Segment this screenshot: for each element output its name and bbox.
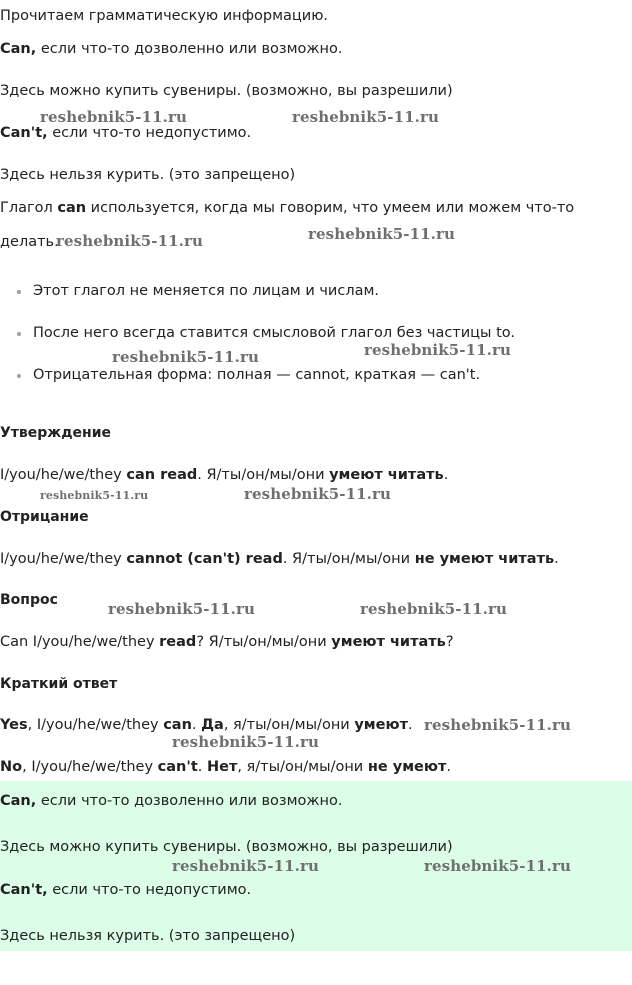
watermark: reshebnik5-11.ru <box>172 733 319 751</box>
sentence-part: I/you/he/we/they <box>0 551 127 567</box>
watermark: reshebnik5-11.ru <box>108 600 255 618</box>
verb-usage <box>0 199 574 217</box>
affirmative-example <box>0 466 448 484</box>
sentence-part: . <box>407 717 413 733</box>
example-can: Здесь можно купить сувениры. (возможно, вы разрешили) <box>0 83 453 99</box>
sentence-bold: умеют читать <box>331 634 446 650</box>
watermark: reshebnik5-11.ru <box>112 348 259 366</box>
highlight-rule-can-term: Can, <box>0 793 37 809</box>
verb-usage-term: can <box>57 200 87 216</box>
sentence-part: , я/ты/он/мы/они <box>223 717 355 733</box>
sentence-part: I/you/he/we/they <box>0 467 127 483</box>
watermark: reshebnik5-11.ru <box>424 857 571 875</box>
sentence-part: . <box>197 759 207 775</box>
sentence-part: ? Я/ты/он/мы/они <box>196 634 332 650</box>
sentence-bold: No <box>0 759 23 775</box>
sentence-bold: read <box>159 634 197 650</box>
sentence-bold: can't <box>157 759 198 775</box>
sentence-part: . Я/ты/он/мы/они <box>282 551 415 567</box>
sentence-part: , I/you/he/we/they <box>22 759 158 775</box>
rule-cant-term: Can't, <box>0 125 48 141</box>
question-heading: Вопрос <box>0 592 58 608</box>
rule-can-term: Can, <box>0 41 37 57</box>
watermark: reshebnik5-11.ru <box>172 857 319 875</box>
watermark: reshebnik5-11.ru <box>364 341 511 359</box>
sentence-part: , я/ты/он/мы/они <box>237 759 368 775</box>
watermark: reshebnik5-11.ru <box>360 600 507 618</box>
verb-usage-continued: делать. <box>0 234 59 250</box>
highlight-rule-cant-term: Can't, <box>0 882 48 898</box>
highlight-example-cant: Здесь нельзя курить. (это запрещено) <box>0 928 296 944</box>
rule-can-text: если что-то дозволенно или возможно. <box>36 41 343 57</box>
short-answer-no <box>0 758 451 776</box>
highlight-rule-cant-text: если что-то недопустимо. <box>47 882 252 898</box>
rule-cant-text: если что-то недопустимо. <box>47 125 252 141</box>
highlight-rule-can <box>0 792 342 810</box>
highlight-example-can: Здесь можно купить сувениры. (возможно, вы разрешили) <box>0 839 453 855</box>
sentence-part: . <box>443 467 449 483</box>
highlight-rule-cant <box>0 881 251 899</box>
sentence-bold: can <box>163 717 192 733</box>
rule-cant <box>0 124 251 142</box>
sentence-part: . Я/ты/он/мы/они <box>197 467 330 483</box>
sentence-bold: Нет <box>206 759 238 775</box>
sentence-bold: умеют читать <box>329 467 444 483</box>
verb-usage-pre: Глагол <box>0 200 58 216</box>
list-item: Этот глагол не меняется по лицам и числам. <box>0 282 379 300</box>
sentence-part: . <box>191 717 202 733</box>
list-item: Отрицательная форма: полная — cannot, краткая — can't. <box>0 366 480 384</box>
sentence-bold: не умеют читать <box>414 551 555 567</box>
sentence-part: . <box>446 759 451 775</box>
sentence-part: , I/you/he/we/they <box>27 717 164 733</box>
sentence-part: . <box>554 551 559 567</box>
sentence-part: ? <box>445 634 454 650</box>
intro-text: Прочитаем грамматическую информацию. <box>0 8 329 24</box>
watermark: reshebnik5-11.ru <box>424 716 571 734</box>
list-item: После него всегда ставится смысловой глагол без частицы to. <box>0 324 515 342</box>
verb-usage-post: используется, когда мы говорим, что умеем или можем что-то <box>86 200 575 216</box>
short-answer-yes <box>0 716 413 734</box>
sentence-bold: Да <box>201 717 224 733</box>
example-cant: Здесь нельзя курить. (это запрещено) <box>0 167 296 183</box>
sentence-part: Can I/you/he/we/they <box>0 634 160 650</box>
sentence-bold: умеют <box>354 717 408 733</box>
sentence-bold: Yes <box>0 717 28 733</box>
watermark: reshebnik5-11.ru <box>244 485 391 503</box>
negative-example <box>0 550 559 568</box>
rule-can <box>0 40 342 58</box>
short-answer-heading: Краткий ответ <box>0 676 118 692</box>
sentence-bold: can read <box>126 467 198 483</box>
watermark: reshebnik5-11.ru <box>40 489 149 502</box>
negative-heading: Отрицание <box>0 509 89 525</box>
watermark: reshebnik5-11.ru <box>40 108 187 126</box>
affirmative-heading: Утверждение <box>0 425 111 441</box>
watermark: reshebnik5-11.ru <box>56 232 203 250</box>
sentence-bold: не умеют <box>367 759 447 775</box>
question-example <box>0 633 454 651</box>
highlight-rule-can-text: если что-то дозволенно или возможно. <box>36 793 343 809</box>
sentence-bold: cannot (can't) read <box>126 551 283 567</box>
watermark: reshebnik5-11.ru <box>308 225 455 243</box>
watermark: reshebnik5-11.ru <box>292 108 439 126</box>
